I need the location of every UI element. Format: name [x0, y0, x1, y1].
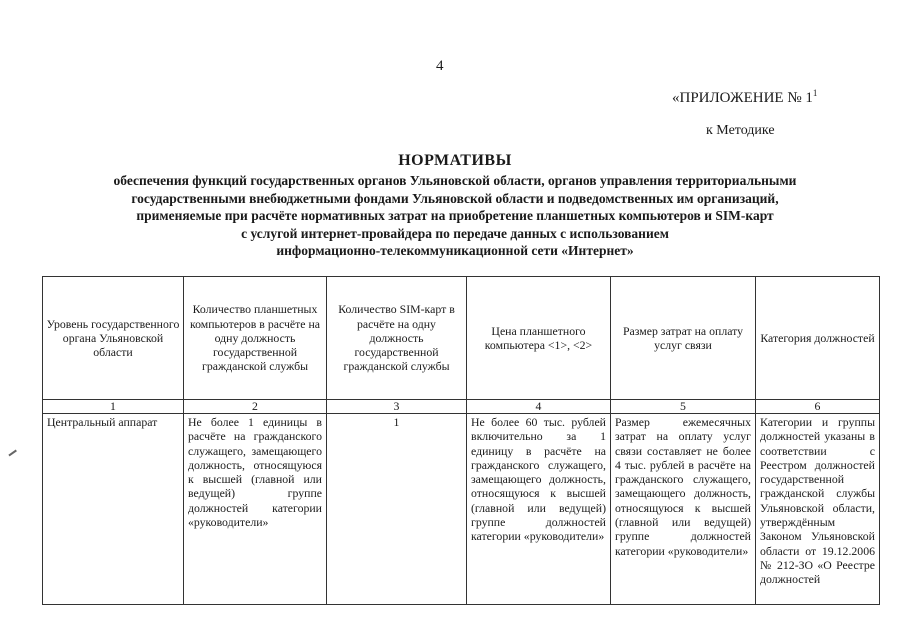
appendix-superscript: 1	[812, 88, 818, 98]
heading-line: государственными внебюджетными фондами Ульяновской области и подведомственных им организаций,	[131, 190, 779, 206]
cell-category: Категории и группы должностей указаны в соответствии с Реестром должностей государственной гражданской службы Ульяновской области, утверждённым Законом Ульяновской области от 19.12.2006 № 212-ЗО «О Реестре должностей	[756, 414, 880, 605]
header-cell-costs: Размер затрат на оплату услуг связи	[611, 277, 756, 400]
cell-costs: Размер ежемесячных затрат на оплату услуг связи составляет не более 4 тыс. рублей в расчёте на гражданского служащего, замещающего должность, относящуюся к высшей (главной или ведущей) группе должностей категории «руководители»	[611, 414, 756, 605]
table-row	[43, 414, 880, 605]
cell-price: Не более 60 тыс. рублей включительно за 1 единицу в расчёте на гражданского служащего, замещающего должность, относящуюся к высшей (главной или ведущей) группе должностей категории «руководители»	[467, 414, 611, 605]
header-cell-sim: Количество SIM-карт в расчёте на одну должность государственной гражданской службы	[327, 277, 467, 400]
column-number: 6	[756, 400, 880, 414]
appendix-title	[672, 88, 817, 107]
header-cell-price: Цена планшетного компьютера <1>, <2>	[467, 277, 611, 400]
header-cell-category: Категория должностей	[756, 277, 880, 400]
appendix-title-text: «ПРИЛОЖЕНИЕ № 1	[672, 90, 813, 106]
table-header-row	[43, 277, 880, 400]
cell-level: Центральный аппарат	[43, 414, 184, 605]
page-number: 4	[436, 58, 444, 74]
heading-line: применяемые при расчёте нормативных затрат на приобретение планшетных компьютеров и SIM-карт	[136, 208, 774, 223]
heading-line: информационно-телекоммуникационной сети «Интернет»	[276, 243, 634, 258]
column-number-row	[43, 400, 880, 414]
heading-main: НОРМАТИВЫ	[398, 152, 512, 169]
column-number: 4	[467, 400, 611, 414]
header-cell-level: Уровень государственного органа Ульяновской области	[43, 277, 184, 400]
document-heading	[40, 152, 870, 260]
header-cell-tablets: Количество планшетных компьютеров в расчёте на одну должность государственной гражданской службы	[184, 277, 327, 400]
cell-sim: 1	[327, 414, 467, 605]
column-number: 5	[611, 400, 756, 414]
appendix-reference: к Методике	[706, 123, 775, 138]
scan-mark	[8, 450, 16, 456]
column-number: 2	[184, 400, 327, 414]
cell-tablets: Не более 1 единицы в расчёте на гражданского служащего, замещающего должность, относящуюся к высшей (главной или ведущей) группе должностей категории «руководители»	[184, 414, 327, 605]
heading-line: обеспечения функций государственных органов Ульяновской области, органов управления территориальными	[113, 173, 797, 188]
norms-table	[42, 276, 880, 605]
column-number: 3	[327, 400, 467, 414]
column-number: 1	[43, 400, 184, 414]
heading-line: с услугой интернет-провайдера по передаче данных с использованием	[241, 225, 669, 241]
